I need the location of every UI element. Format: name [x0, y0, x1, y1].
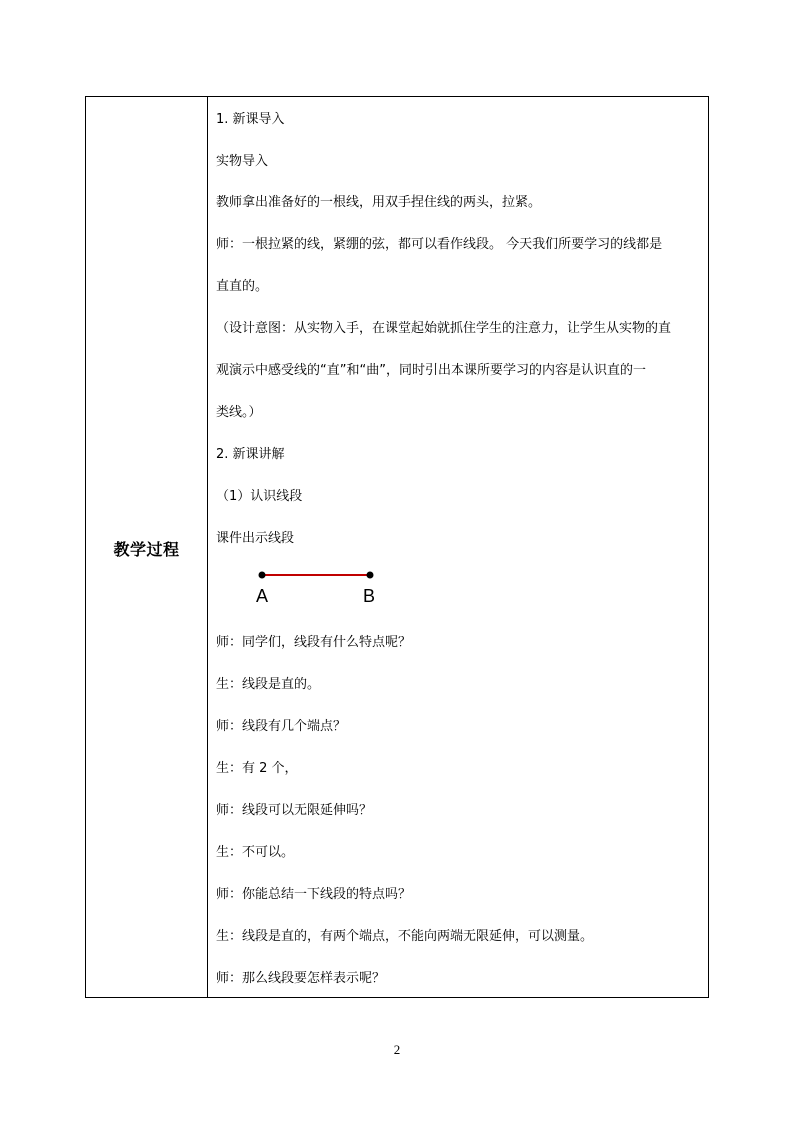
content-line: 1. 新课导入 — [216, 112, 285, 127]
content-line: 类线。） — [216, 405, 262, 420]
content-line: （设计意图：从实物入手，在课堂起始就抓住学生的注意力，让学生从实物的直 — [216, 321, 672, 336]
content-line: 师：线段可以无限延伸吗？ — [216, 803, 373, 818]
content-line: 实物导入 — [216, 154, 269, 169]
content-line: 师：线段有几个端点？ — [216, 719, 347, 734]
content-line: 直直的。 — [216, 279, 269, 294]
endpoint-b — [367, 572, 374, 579]
content-line: 教师拿出准备好的一根线，用双手捏住线的两头，拉紧。 — [216, 195, 542, 210]
content-cell — [208, 97, 708, 997]
lesson-table — [85, 96, 709, 998]
line-segment-diagram — [248, 563, 388, 585]
content-line: 观演示中感受线的“直”和“曲”，同时引出本课所要学习的内容是认识直的一 — [216, 363, 646, 378]
content-line: 生：线段是直的。 — [216, 677, 321, 692]
page-number: 2 — [393, 1042, 401, 1057]
content-line: 2. 新课讲解 — [216, 447, 285, 462]
endpoint-b-label: B — [363, 586, 376, 606]
endpoint-a — [259, 572, 266, 579]
content-line: 生：线段是直的，有两个端点，不能向两端无限延伸，可以测量。 — [216, 929, 594, 944]
content-line: 生：有 2 个， — [216, 761, 298, 776]
endpoint-a-label: A — [256, 586, 269, 606]
content-line: 师：你能总结一下线段的特点吗？ — [216, 887, 412, 902]
content-line: 师：同学们，线段有什么特点呢？ — [216, 635, 412, 650]
content-line: 师：那么线段要怎样表示呢？ — [216, 971, 386, 986]
content-line: 师：一根拉紧的线，紧绷的弦，都可以看作线段。 今天我们所要学习的线都是 — [216, 237, 663, 252]
content-line: 生：不可以。 — [216, 845, 295, 860]
section-label-cell — [86, 97, 208, 997]
section-label: 教学过程 — [113, 539, 180, 559]
line-segment-figure — [248, 563, 388, 613]
content-line: 课件出示线段 — [216, 531, 295, 546]
content-line: （1）认识线段 — [216, 489, 303, 504]
